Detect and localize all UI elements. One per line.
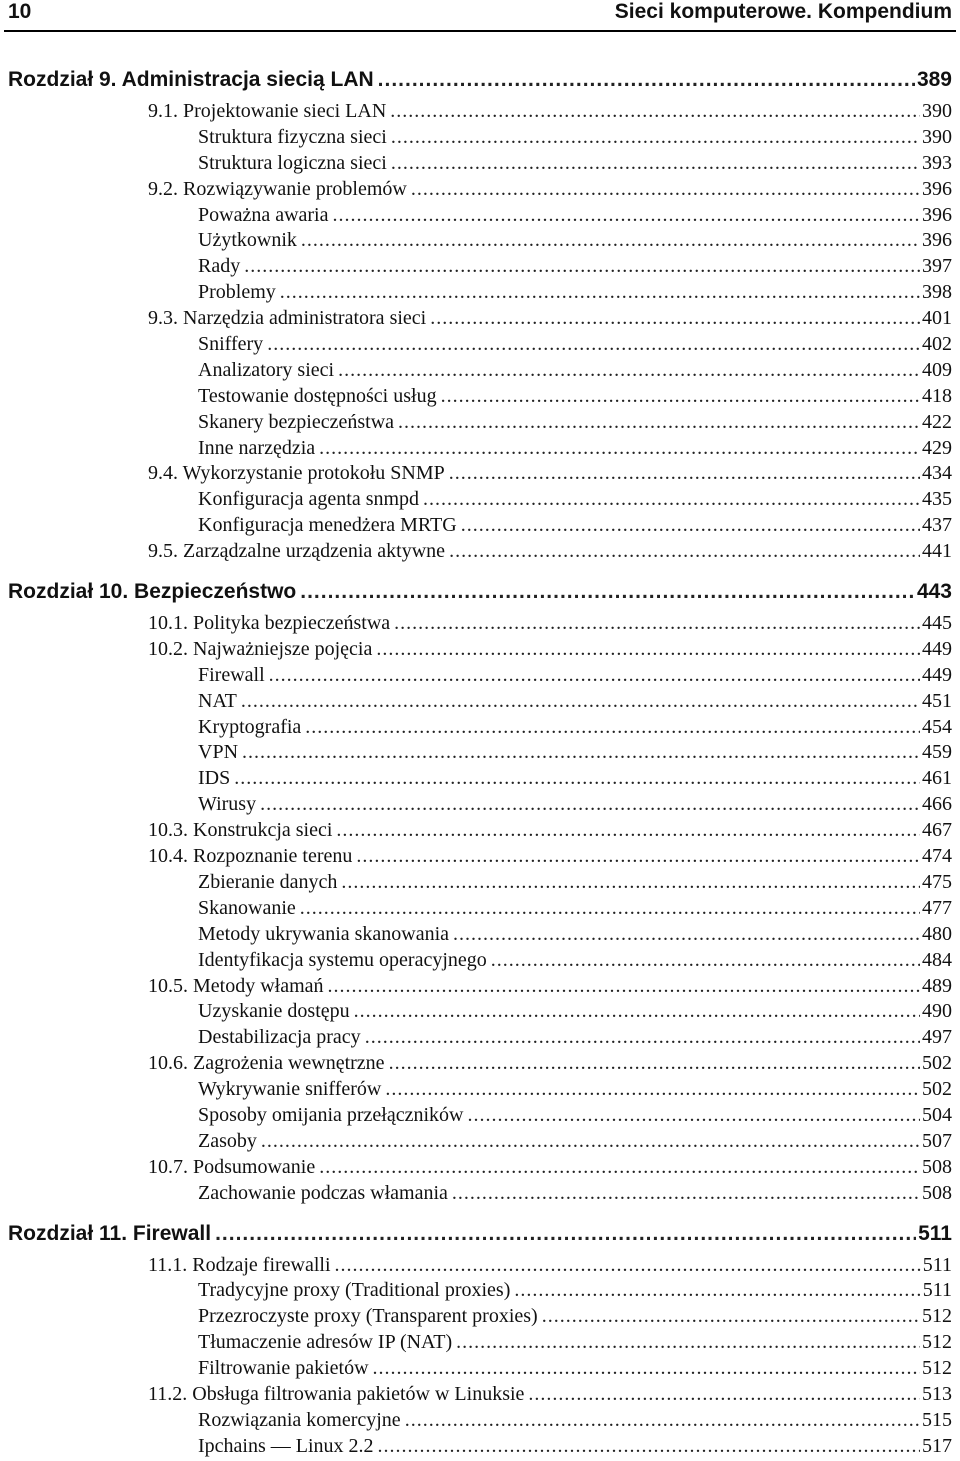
toc-page-number: 449 <box>922 663 952 686</box>
page-number: 10 <box>8 0 32 23</box>
toc-entry-title: Analizatory sieci <box>198 358 335 381</box>
toc-entry-title: Konfiguracja menedżera MRTG <box>198 514 457 537</box>
dot-leader <box>449 540 920 563</box>
toc-section-entry[interactable] <box>0 1383 960 1409</box>
dot-leader <box>261 1130 920 1153</box>
dot-leader <box>378 68 915 92</box>
toc-subsection-entry[interactable] <box>0 949 960 975</box>
toc-subsection-entry[interactable] <box>0 1078 960 1104</box>
toc-subsection-entry[interactable] <box>0 1104 960 1130</box>
toc-subsection-entry[interactable] <box>0 1182 960 1208</box>
dot-leader <box>305 716 920 739</box>
dot-leader <box>234 767 920 790</box>
toc-page-number: 459 <box>922 741 952 764</box>
toc-entry-title: Rady <box>198 255 241 278</box>
toc-entry-title: Uzyskanie dostępu <box>198 1000 350 1023</box>
toc-subsection-entry[interactable] <box>0 690 960 716</box>
toc-entry-title: Filtrowanie pakietów <box>198 1357 369 1380</box>
dot-leader <box>301 229 920 252</box>
toc-page-number: 393 <box>922 151 952 174</box>
toc-entry-title: 11.2. Obsługa filtrowania pakietów w Linuksie <box>148 1382 525 1405</box>
toc-page-number: 389 <box>916 68 952 91</box>
toc-page-number: 454 <box>922 715 952 738</box>
dot-leader <box>242 741 920 764</box>
page-header <box>0 0 960 30</box>
toc-subsection-entry[interactable] <box>0 1279 960 1305</box>
toc-subsection-entry[interactable] <box>0 716 960 742</box>
toc-entry-title: 10.5. Metody włamań <box>148 974 324 997</box>
toc-page-number: 397 <box>922 255 952 278</box>
toc-subsection-entry[interactable] <box>0 1026 960 1052</box>
toc-page-number: 461 <box>922 767 952 790</box>
toc-page-number: 507 <box>922 1129 952 1152</box>
toc-subsection-entry[interactable] <box>0 204 960 230</box>
toc-subsection-entry[interactable] <box>0 514 960 540</box>
dot-leader <box>373 1357 920 1380</box>
toc-entry-title: Ipchains — Linux 2.2 <box>198 1434 374 1457</box>
toc-section-entry[interactable] <box>0 307 960 333</box>
toc-page-number: 435 <box>922 488 952 511</box>
toc-subsection-entry[interactable] <box>0 897 960 923</box>
toc-page-number: 451 <box>922 689 952 712</box>
toc-page-number: 502 <box>922 1052 952 1075</box>
toc-section-entry[interactable] <box>0 975 960 1001</box>
toc-entry-title: 9.2. Rozwiązywanie problemów <box>148 177 407 200</box>
toc-entry-title: Rozdział 10. Bezpieczeństwo <box>8 580 297 604</box>
toc-entry-title: Testowanie dostępności usług <box>198 384 437 407</box>
dot-leader <box>423 488 920 511</box>
toc-page-number: 441 <box>922 540 952 563</box>
dot-leader <box>385 1078 920 1101</box>
dot-leader <box>365 1026 920 1049</box>
toc-page-number: 390 <box>922 125 952 148</box>
toc-entry-title: 10.7. Podsumowanie <box>148 1155 316 1178</box>
toc-page-number: 508 <box>922 1181 952 1204</box>
toc-page-number: 401 <box>922 307 952 330</box>
toc-section-entry[interactable] <box>0 1156 960 1182</box>
toc-subsection-entry[interactable] <box>0 1435 960 1461</box>
toc-subsection-entry[interactable] <box>0 1357 960 1383</box>
toc-entry-title: 9.3. Narzędzia administratora sieci <box>148 307 427 330</box>
toc-entry-title: Zachowanie podczas włamania <box>198 1181 448 1204</box>
toc-subsection-entry[interactable] <box>0 1409 960 1435</box>
dot-leader <box>456 1331 920 1354</box>
dot-leader <box>528 1383 920 1406</box>
dot-leader <box>468 1104 921 1127</box>
toc-section-entry[interactable] <box>0 462 960 488</box>
dot-leader <box>333 204 921 227</box>
dot-leader <box>354 1000 920 1023</box>
toc-entry-title: Tłumaczenie adresów IP (NAT) <box>198 1331 453 1354</box>
toc-page-number: 512 <box>922 1357 952 1380</box>
toc-page-number: 434 <box>922 462 952 485</box>
toc-subsection-entry[interactable] <box>0 923 960 949</box>
toc-entry-title: Inne narzędzia <box>198 436 316 459</box>
toc-entry-title: Problemy <box>198 281 276 304</box>
toc-subsection-entry[interactable] <box>0 871 960 897</box>
dot-leader <box>394 612 920 635</box>
toc-entry-title: Identyfikacja systemu operacyjnego <box>198 948 487 971</box>
dot-leader <box>441 385 920 408</box>
dot-leader <box>430 307 920 330</box>
toc-page-number: 466 <box>922 793 952 816</box>
toc-page-number: 515 <box>922 1408 952 1431</box>
toc-page-number: 409 <box>922 358 952 381</box>
toc-entry-title: 9.5. Zarządzalne urządzenia aktywne <box>148 540 446 563</box>
toc-page-number: 396 <box>922 177 952 200</box>
toc-chapter-entry[interactable] <box>0 580 960 612</box>
toc-entry-title: Tradycyjne proxy (Traditional proxies) <box>198 1279 511 1302</box>
toc-page-number: 517 <box>922 1434 952 1457</box>
dot-leader <box>241 690 920 713</box>
dot-leader <box>390 100 920 123</box>
toc-subsection-entry[interactable] <box>0 126 960 152</box>
toc-subsection-entry[interactable] <box>0 1305 960 1331</box>
dot-leader <box>341 871 920 894</box>
toc-entry-title: 11.1. Rodzaje firewalli <box>148 1253 331 1276</box>
dot-leader <box>452 1182 920 1205</box>
dot-leader <box>280 281 920 304</box>
toc-entry-title: Skanowanie <box>198 896 296 919</box>
dot-leader <box>260 793 920 816</box>
toc-entry-title: Destabilizacja pracy <box>198 1026 361 1049</box>
toc-section-entry[interactable] <box>0 638 960 664</box>
toc-page-number: 443 <box>916 580 952 604</box>
toc-page-number: 513 <box>922 1382 952 1405</box>
toc-subsection-entry[interactable] <box>0 359 960 385</box>
toc-entry-title: Zbieranie danych <box>198 870 338 893</box>
toc-subsection-entry[interactable] <box>0 767 960 793</box>
toc-subsection-entry[interactable] <box>0 1130 960 1156</box>
toc-subsection-entry[interactable] <box>0 229 960 255</box>
dot-leader <box>319 437 920 460</box>
toc-subsection-entry[interactable] <box>0 385 960 411</box>
toc-entry-title: Struktura fizyczna sieci <box>198 125 387 148</box>
dot-leader <box>336 819 920 842</box>
toc-entry-title: Rozwiązania komercyjne <box>198 1408 401 1431</box>
toc-page-number: 396 <box>922 229 952 252</box>
toc-section-entry[interactable] <box>0 540 960 566</box>
dot-leader <box>391 126 920 149</box>
toc-entry-title: Przezroczyste proxy (Transparent proxies) <box>198 1305 538 1328</box>
toc-page-number: 511 <box>922 1279 952 1302</box>
toc-chapter-entry[interactable] <box>0 1222 960 1254</box>
toc-page-number: 504 <box>922 1103 952 1126</box>
toc-page-number: 490 <box>922 1000 952 1023</box>
dot-leader <box>300 897 920 920</box>
toc-entry-title: 9.4. Wykorzystanie protokołu SNMP <box>148 462 445 485</box>
toc-section-entry[interactable] <box>0 178 960 204</box>
dot-leader <box>300 580 915 604</box>
toc-subsection-entry[interactable] <box>0 488 960 514</box>
toc-section-entry[interactable] <box>0 845 960 871</box>
dot-leader <box>461 514 920 537</box>
toc-section-entry[interactable] <box>0 1052 960 1078</box>
toc-entry-title: NAT <box>198 689 237 712</box>
running-title: Sieci komputerowe. Kompendium <box>614 0 952 23</box>
toc-subsection-entry[interactable] <box>0 411 960 437</box>
toc-page-number: 484 <box>922 948 952 971</box>
toc-section-entry[interactable] <box>0 612 960 638</box>
toc-page-number: 502 <box>922 1078 952 1101</box>
dot-leader <box>267 333 920 356</box>
toc-page-number: 467 <box>922 819 952 842</box>
dot-leader <box>389 1052 920 1075</box>
toc-entry-title: 10.6. Zagrożenia wewnętrzne <box>148 1052 385 1075</box>
toc-page-number: 449 <box>922 637 952 660</box>
toc-entry-title: 10.4. Rozpoznanie terenu <box>148 845 353 868</box>
dot-leader <box>215 1222 916 1246</box>
toc-entry-title: Sniffery <box>198 333 264 356</box>
dot-leader <box>411 178 920 201</box>
toc-subsection-entry[interactable] <box>0 1000 960 1026</box>
toc-entry-title: Poważna awaria <box>198 203 329 226</box>
toc-subsection-entry[interactable] <box>0 664 960 690</box>
toc-entry-title: 10.3. Konstrukcja sieci <box>148 819 333 842</box>
toc-subsection-entry[interactable] <box>0 152 960 178</box>
dot-leader <box>356 845 920 868</box>
toc-entry-title: Zasoby <box>198 1129 257 1152</box>
toc-entry-title: Konfiguracja agenta snmpd <box>198 488 420 511</box>
toc-section-entry[interactable] <box>0 100 960 126</box>
dot-leader <box>335 1254 921 1277</box>
toc-page-number: 475 <box>922 870 952 893</box>
table-of-contents <box>0 68 960 1461</box>
dot-leader <box>514 1279 920 1302</box>
toc-entry-title: IDS <box>198 767 231 790</box>
toc-page-number: 398 <box>922 281 952 304</box>
dot-leader <box>391 152 920 175</box>
dot-leader <box>491 949 920 972</box>
toc-subsection-entry[interactable] <box>0 1331 960 1357</box>
toc-entry-title: Rozdział 11. Firewall <box>8 1221 212 1245</box>
toc-page-number: 437 <box>922 514 952 537</box>
dot-leader <box>269 664 920 687</box>
toc-page-number: 477 <box>922 896 952 919</box>
toc-page-number: 511 <box>918 1221 952 1245</box>
toc-page-number: 508 <box>922 1155 952 1178</box>
dot-leader <box>338 359 920 382</box>
toc-page-number: 511 <box>922 1253 952 1276</box>
dot-leader <box>319 1156 920 1179</box>
dot-leader <box>453 923 920 946</box>
toc-entry-title: Wykrywanie snifferów <box>198 1078 382 1101</box>
toc-entry-title: Rozdział 9. Administracja siecią LAN <box>8 68 374 91</box>
toc-subsection-entry[interactable] <box>0 255 960 281</box>
toc-entry-title: 10.1. Polityka bezpieczeństwa <box>148 612 391 635</box>
toc-page-number: 390 <box>922 100 952 122</box>
toc-entry-title: Wirusy <box>198 793 257 816</box>
toc-section-entry[interactable] <box>0 1254 960 1280</box>
dot-leader <box>376 638 920 661</box>
dot-leader <box>449 462 920 485</box>
toc-page-number: 480 <box>922 922 952 945</box>
toc-subsection-entry[interactable] <box>0 281 960 307</box>
toc-page-number: 402 <box>922 333 952 356</box>
toc-chapter-entry[interactable] <box>0 68 960 100</box>
toc-entry-title: 10.2. Najważniejsze pojęcia <box>148 637 373 660</box>
dot-leader <box>378 1435 920 1458</box>
toc-subsection-entry[interactable] <box>0 741 960 767</box>
toc-subsection-entry[interactable] <box>0 437 960 463</box>
toc-subsection-entry[interactable] <box>0 333 960 359</box>
dot-leader <box>328 975 920 998</box>
dot-leader <box>244 255 920 278</box>
toc-page-number: 497 <box>922 1026 952 1049</box>
toc-entry-title: 9.1. Projektowanie sieci LAN <box>148 100 387 122</box>
toc-page-number: 474 <box>922 845 952 868</box>
toc-page-number: 512 <box>922 1331 952 1354</box>
toc-page-number: 429 <box>922 436 952 459</box>
dot-leader <box>542 1305 920 1328</box>
toc-entry-title: Firewall <box>198 663 265 686</box>
dot-leader <box>398 411 920 434</box>
toc-page-number: 445 <box>922 612 952 635</box>
toc-entry-title: Sposoby omijania przełączników <box>198 1103 464 1126</box>
toc-page-number: 418 <box>922 384 952 407</box>
toc-entry-title: VPN <box>198 741 239 764</box>
dot-leader <box>405 1409 920 1432</box>
toc-page-number: 396 <box>922 203 952 226</box>
toc-page-number: 489 <box>922 974 952 997</box>
toc-page-number: 512 <box>922 1305 952 1328</box>
toc-entry-title: Struktura logiczna sieci <box>198 151 387 174</box>
header-rule <box>4 30 956 32</box>
toc-page-number: 422 <box>922 410 952 433</box>
toc-entry-title: Kryptografia <box>198 715 302 738</box>
toc-entry-title: Metody ukrywania skanowania <box>198 922 450 945</box>
toc-entry-title: Skanery bezpieczeństwa <box>198 410 395 433</box>
toc-entry-title: Użytkownik <box>198 229 297 252</box>
toc-section-entry[interactable] <box>0 819 960 845</box>
toc-subsection-entry[interactable] <box>0 793 960 819</box>
